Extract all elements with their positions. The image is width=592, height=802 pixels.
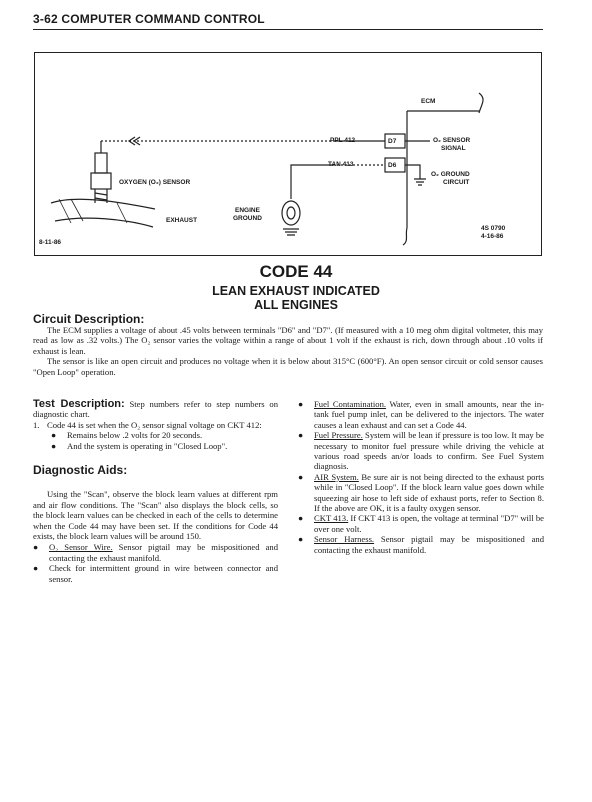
header-rule	[33, 29, 543, 30]
aid-intermittent-ground: ● Check for intermittent ground in wire between connector and sensor.	[33, 563, 278, 584]
diagnostic-aids-paragraph: Using the "Scan", observe the block learn values at different rpm and air flow conditions. The "Scan" also displays the block cells, so the block learn values can be checked in each of the cells to determine when the Code 44 may have been set. If the conditions for Code 44 exists, the block learn values will be around 150.	[33, 489, 278, 542]
wiring-diagram-svg	[35, 53, 543, 257]
o2-ground-circuit-label: O₂ GROUND CIRCUIT	[431, 171, 470, 186]
bullet-icon: ●	[51, 440, 57, 451]
bullet-icon: ●	[298, 430, 304, 441]
subtitle-all-engines: ALL ENGINES	[254, 298, 338, 312]
bullet-icon: ●	[298, 534, 304, 545]
diagnostic-aids-heading: Diagnostic Aids:	[33, 463, 128, 478]
circuit-description-heading: Circuit Description:	[33, 312, 145, 326]
bullet-icon: ●	[298, 513, 304, 524]
aid-fuel-contamination: ● Fuel Contamination. Water, even in small amounts, near the in-tank fuel pump inlet, can be delivered to the injectors. The water causes a lean exhaust and can set a Code 44.	[298, 399, 545, 430]
wiring-diagram	[34, 52, 542, 256]
bullet-icon: ●	[33, 563, 39, 574]
test-description-heading: Test Description:	[33, 398, 125, 410]
test-step-1-condition-b: ● And the system is operating in "Closed Loop".	[51, 440, 228, 451]
aid-air-system: ● AIR System. Be sure air is not being directed to the exhaust ports while in "Closed Loop". If the block learn value goes down while squeezing air hose to left side of exhaust ports, refer to Section 8. If the above are OK, it is a faulty oxygen sensor.	[298, 471, 545, 514]
engine-ground-label: ENGINE GROUND	[233, 207, 262, 222]
aid-sensor-harness: ● Sensor Harness. Sensor pigtail may be mispositioned and contacting the exhaust manifold.	[298, 534, 545, 555]
figure-reference: 4S 0790 4-16-86	[481, 225, 506, 240]
circuit-paragraph-1: The ECM supplies a voltage of about .45 volts between terminals "D6" and "D7". (If measured with a 10 meg ohm digital voltmeter, this may read as low as .32 volts.) The O₂ sensor varies the voltage within a range of about 1 volt if the exhaust is rich, down through about .10 volts if exhaust is lean.	[33, 325, 543, 356]
oxygen-sensor-label: OXYGEN (O₂) SENSOR	[119, 179, 191, 186]
aid-o2-sensor-wire: ● O₂ Sensor Wire. Sensor pigtail may be mispositioned and contacting the exhaust manifold.	[33, 542, 278, 563]
test-description: Test Description: Step numbers refer to step numbers on diagnostic chart.	[33, 398, 278, 420]
exhaust-label: EXHAUST	[166, 217, 198, 224]
ecm-label: ECM	[421, 98, 436, 105]
subtitle-lean-exhaust: LEAN EXHAUST INDICATED	[212, 284, 380, 298]
d7-terminal: D7	[388, 138, 397, 145]
circuit-paragraph-2: The sensor is like an open circuit and produces no voltage when it is below about 315°C (600°F). An open sensor circuit or cold sensor causes "Open Loop" operation.	[33, 356, 543, 377]
ppl-412-label: PPL 412	[330, 137, 356, 144]
o2-sensor-signal-label: O₂ SENSOR SIGNAL	[433, 137, 471, 152]
circuit-description	[33, 325, 543, 377]
aid-ckt-413: ● CKT 413. If CKT 413 is open, the voltage at terminal "D7" will be over one volt.	[298, 513, 544, 534]
test-step-1-condition-a: ● Remains below .2 volts for 20 seconds.	[51, 430, 203, 441]
diagram-date: 8-11-86	[39, 239, 62, 246]
aid-fuel-pressure: ● Fuel Pressure. System will be lean if pressure is too low. It may be necessary to monitor fuel pressure while driving the vehicle at various road speeds an/or loads to confirm. See Fuel System diagnosis.	[298, 430, 544, 472]
code-title: CODE 44	[259, 262, 333, 281]
bullet-icon: ●	[298, 399, 304, 409]
right-column	[298, 399, 544, 555]
bullet-icon: ●	[298, 471, 304, 482]
bullet-icon: ●	[51, 430, 57, 441]
tan-413-label: TAN 413	[328, 161, 354, 168]
d6-terminal: D6	[388, 162, 397, 169]
bullet-icon: ●	[33, 542, 39, 553]
left-column	[33, 399, 278, 584]
test-step-1: 1. Code 44 is set when the O₂ sensor signal voltage on CKT 412:	[33, 419, 262, 430]
page-header: 3-62 COMPUTER COMMAND CONTROL	[33, 12, 265, 26]
